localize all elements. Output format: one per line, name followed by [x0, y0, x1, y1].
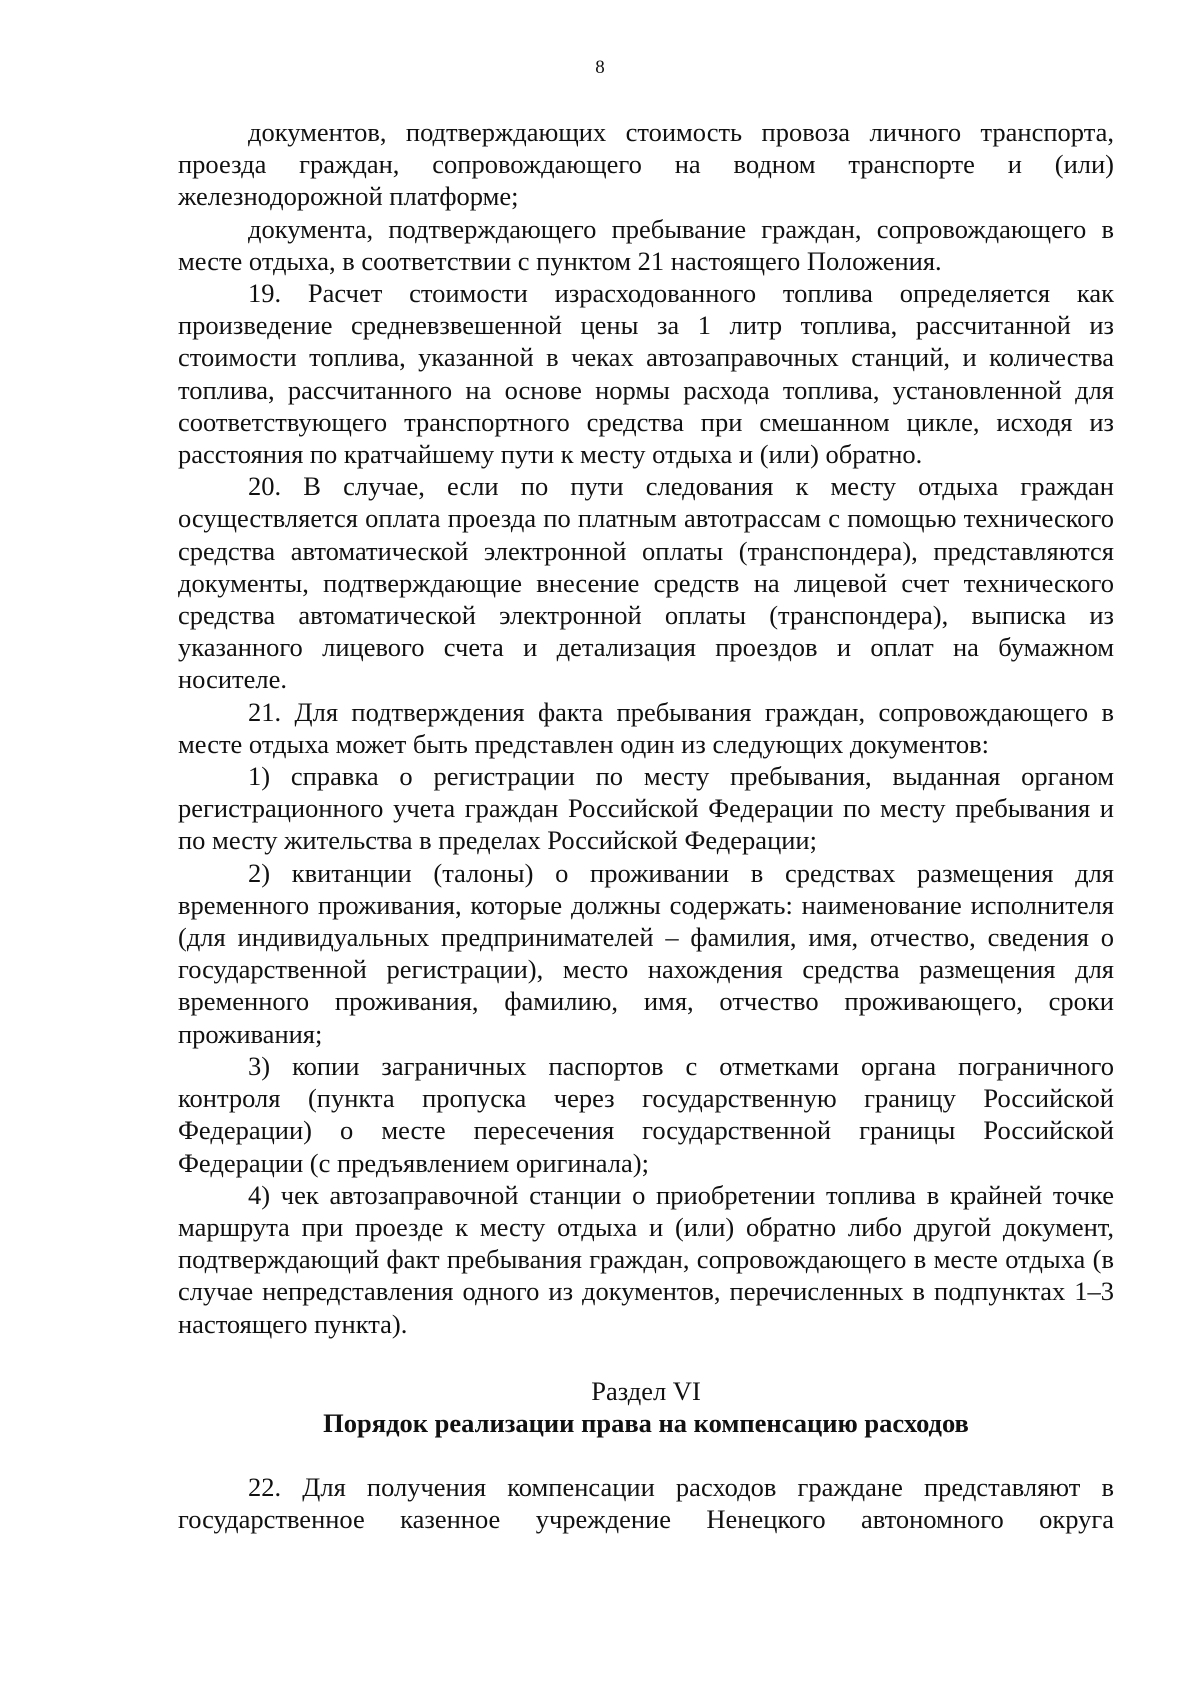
spacer: [178, 1439, 1114, 1471]
paragraph-continuation: документов, подтверждающих стоимость провоза личного транспорта, проезда граждан, сопровождающего на водном транспорте и (или) железнодорожной платформе;: [178, 117, 1114, 212]
document-body: [178, 116, 1114, 1536]
paragraph-22: 22. Для получения компенсации расходов граждане представляют в государственное казенное учреждение Ненецкого автономного округа: [178, 1472, 1114, 1535]
paragraph-21: 21. Для подтверждения факта пребывания граждан, сопровождающего в месте отдыха может быть представлен один из следующих документов:: [178, 696, 1114, 759]
paragraph-21-item-4: 4) чек автозаправочной станции о приобретении топлива в крайней точке маршрута при проезде к месту отдыха и (или) обратно либо другой документ, подтверждающий факт пребывания граждан, сопровождающего в месте отдыха (в случае непредставления одного из документов, перечисленных в подпунктах 1–3 настоящего пункта).: [178, 1179, 1114, 1339]
paragraph-21-item-1: 1) справка о регистрации по месту пребывания, выданная органом регистрационного учета граждан Российской Федерации по месту пребывания и по месту жительства в пределах Российской Федерации;: [178, 761, 1114, 856]
paragraph-19: 19. Расчет стоимости израсходованного топлива определяется как произведение средневзвешенной цены за 1 литр топлива, рассчитанной из стоимости топлива, указанной в чеках автозаправочных станций, и количества топлива, рассчитанного на основе нормы расхода топлива, установленной для соответствующего транспортного средства при смешанном цикле, исходя из расстояния по кратчайшему пути к месту отдыха и (или) обратно.: [178, 278, 1114, 470]
paragraph-21-item-2: 2) квитанции (талоны) о проживании в средствах размещения для временного проживания, которые должны содержать: наименование исполнителя (для индивидуальных предпринимателей – фамилия, имя, отчество, сведения о государственной регистрации), место нахождения средства размещения для временного проживания, фамилию, имя, отчество проживающего, сроки проживания;: [178, 857, 1114, 1049]
paragraph-document-stay: документа, подтверждающего пребывание граждан, сопровождающего в месте отдыха, в соответствии с пунктом 21 настоящего Положения.: [178, 213, 1114, 276]
spacer: [178, 1340, 1114, 1375]
paragraph-20: 20. В случае, если по пути следования к месту отдыха граждан осуществляется оплата проезда по платным автотрассам с помощью технического средства автоматической электронной оплаты (транспондера), представляются документы, подтверждающие внесение средств на лицевой счет технического средства автоматической электронной оплаты (транспондера), выписка из указанного лицевого счета и детализация проездов и оплат на бумажном носителе.: [178, 471, 1114, 695]
section-title: Порядок реализации права на компенсацию расходов: [323, 1407, 969, 1438]
section-label: Раздел VI: [591, 1375, 701, 1406]
page-number: 8: [595, 57, 605, 78]
paragraph-21-item-3: 3) копии заграничных паспортов с отметками органа пограничного контроля (пункта пропуска через государственную границу Российской Федерации) о месте пересечения государственной границы Российской Федерации (с предъявлением оригинала);: [178, 1050, 1114, 1178]
